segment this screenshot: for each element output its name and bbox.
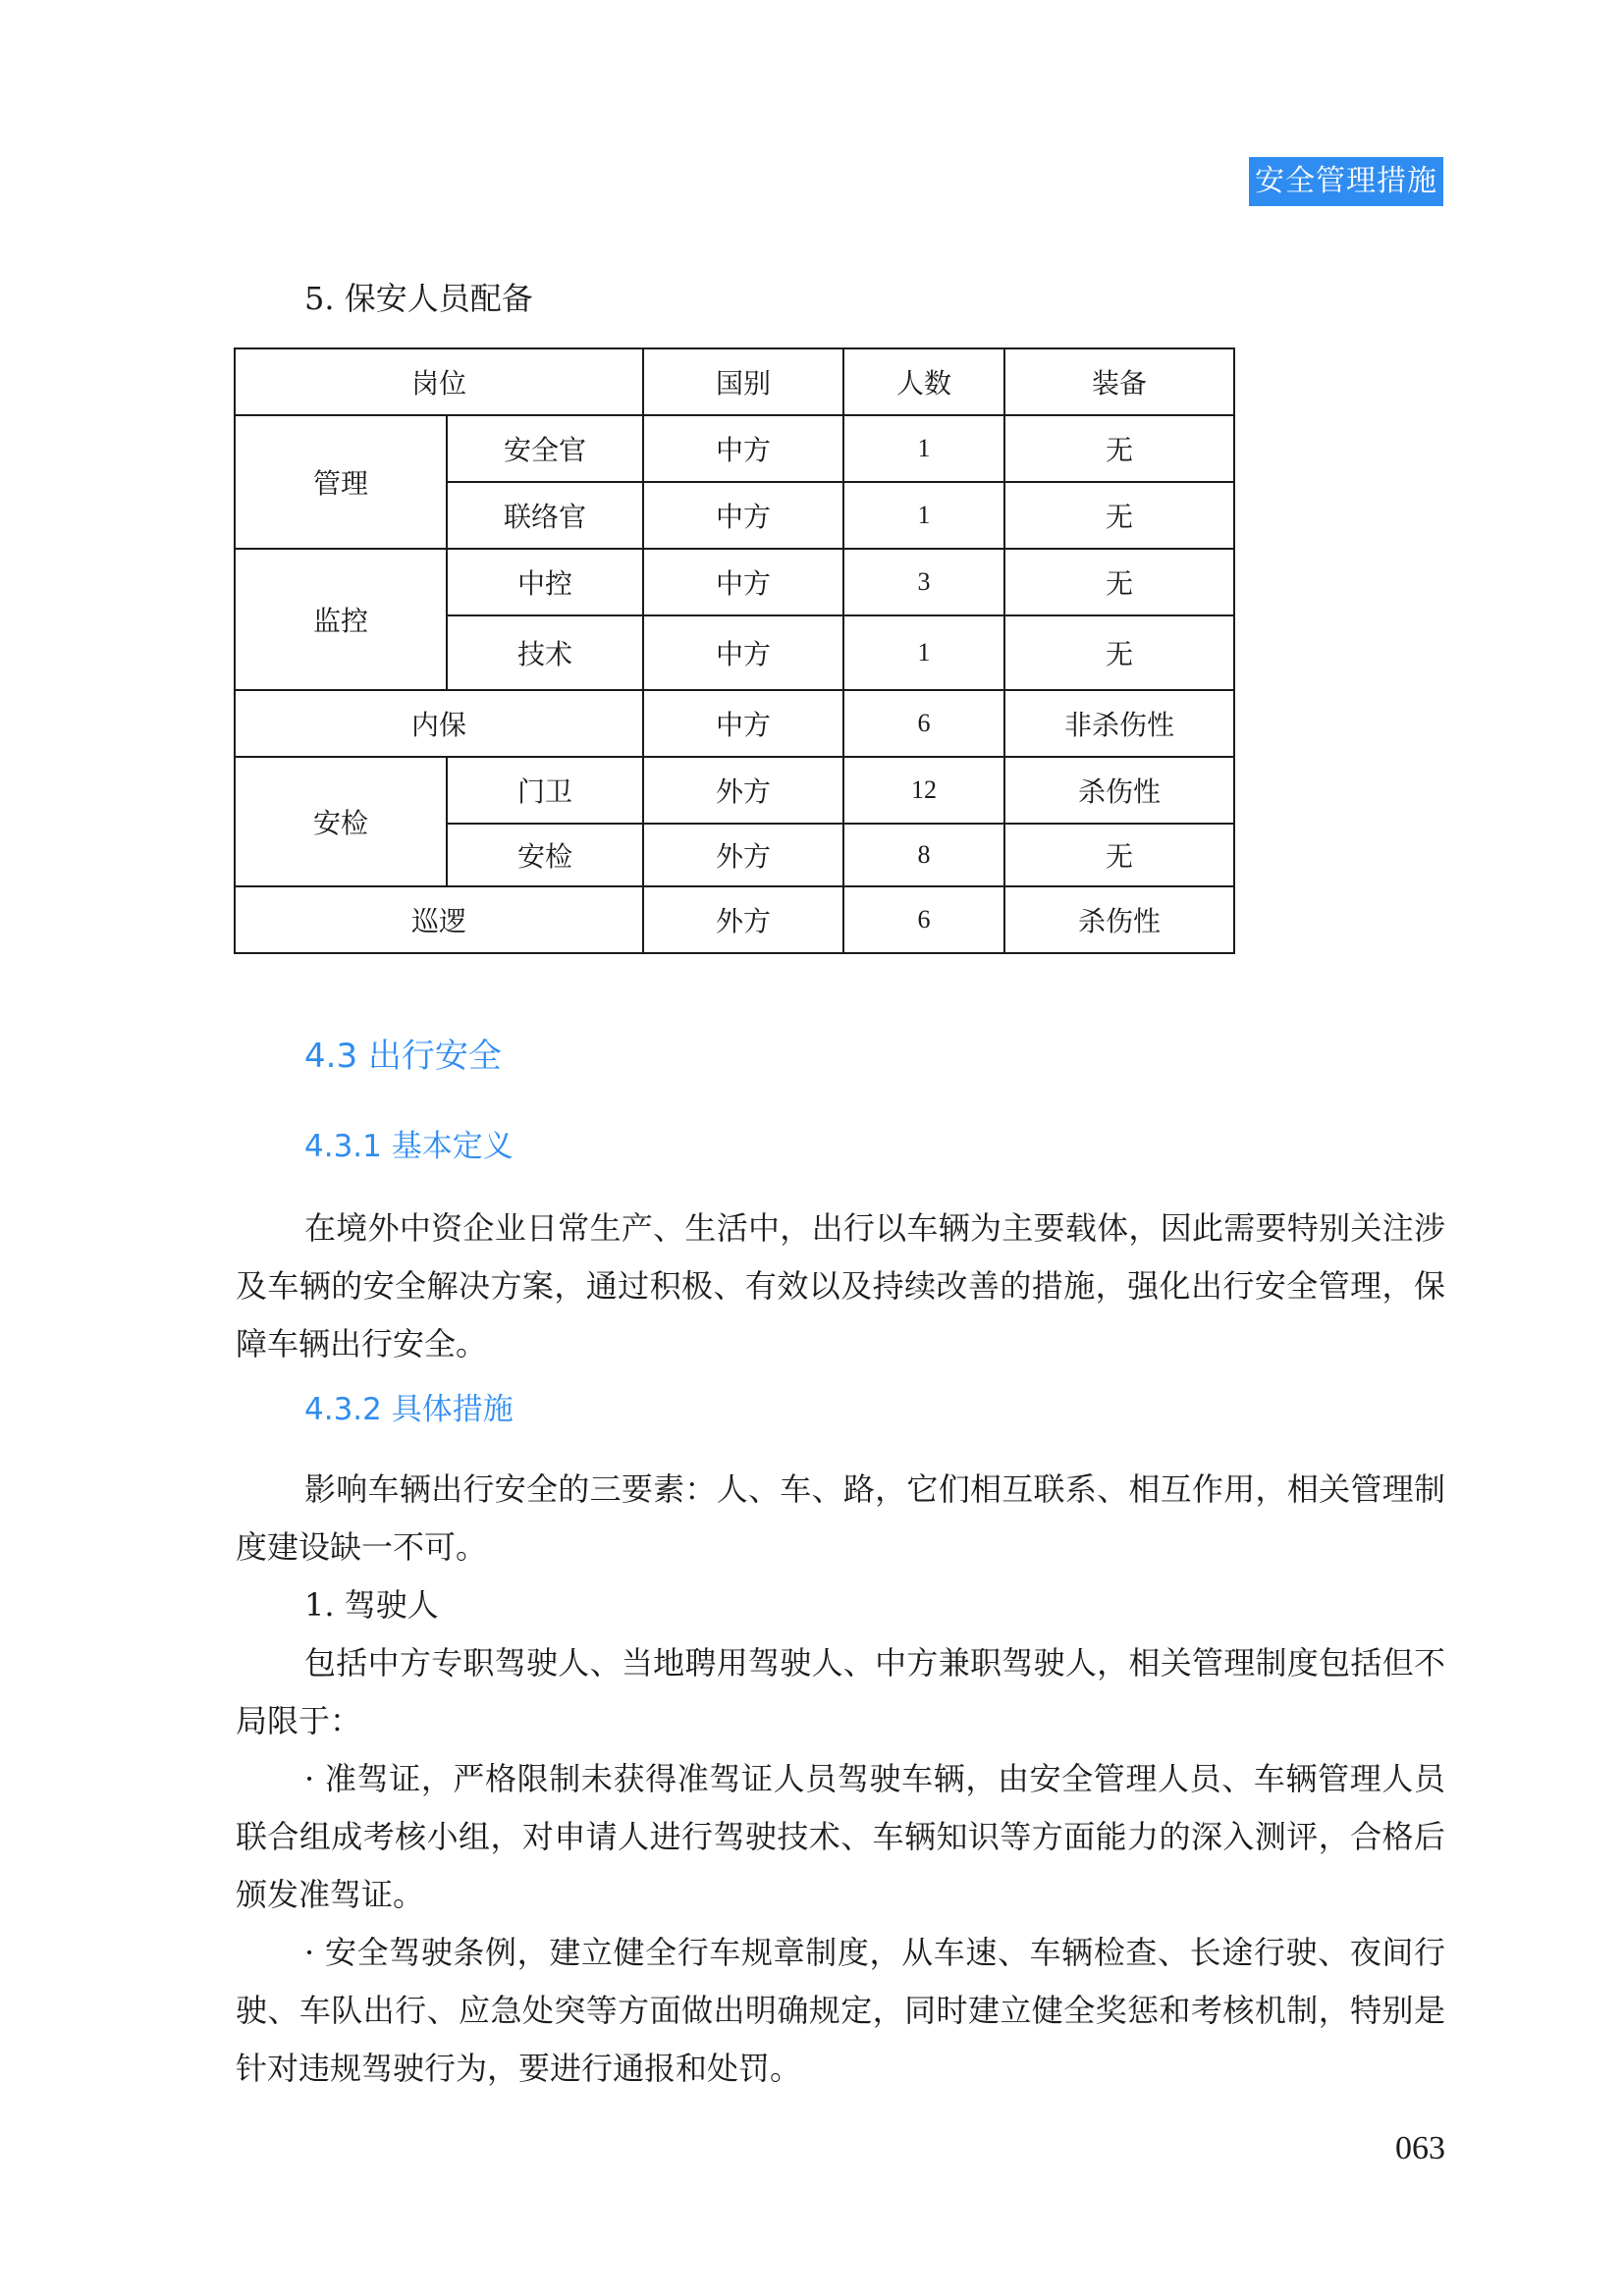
bullet-driving-permit: · 准驾证，严格限制未获得准驾证人员驾驶车辆，由安全管理人员、车辆管理人员联合组成考核小组，对申请人进行驾驶技术、车辆知识等方面能力的深入测评，合格后颁发准驾证。 bbox=[236, 1760, 1445, 1913]
cell-role: 中控 bbox=[447, 549, 643, 615]
security-staff-table bbox=[234, 347, 1235, 954]
cell-equipment: 无 bbox=[1004, 549, 1234, 615]
cell-count: 1 bbox=[843, 482, 1004, 549]
cell-equipment: 无 bbox=[1004, 482, 1234, 549]
bullet-safe-driving-rules: · 安全驾驶条例，建立健全行车规章制度，从车速、车辆检查、长途行驶、夜间行驶、车队出行、应急处突等方面做出明确规定，同时建立健全奖惩和考核机制，特别是针对违规驾驶行为，要进行通报和处罚。 bbox=[236, 1934, 1445, 2087]
cell-nationality: 外方 bbox=[643, 757, 843, 824]
group-management: 管理 bbox=[235, 415, 447, 549]
table-header-row bbox=[235, 348, 1234, 415]
cell-nationality: 中方 bbox=[643, 415, 843, 482]
paragraph-basic-definition: 在境外中资企业日常生产、生活中，出行以车辆为主要载体，因此需要特别关注涉及车辆的安全解决方案，通过积极、有效以及持续改善的措施，强化出行安全管理，保障车辆出行安全。 bbox=[236, 1209, 1445, 1362]
table-row bbox=[235, 690, 1234, 757]
table-row bbox=[235, 886, 1234, 953]
chapter-tag: 安全管理措施 bbox=[1249, 157, 1443, 206]
subsection-label: 5. 保安人员配备 bbox=[304, 280, 533, 317]
section-heading-4-3-2: 4.3.2 具体措施 bbox=[304, 1392, 514, 1427]
table-row bbox=[235, 415, 1234, 482]
cell-equipment: 无 bbox=[1004, 615, 1234, 690]
header-count: 人数 bbox=[843, 348, 1004, 415]
cell-count: 6 bbox=[843, 690, 1004, 757]
cell-count: 6 bbox=[843, 886, 1004, 953]
group-monitoring: 监控 bbox=[235, 549, 447, 690]
cell-equipment: 杀伤性 bbox=[1004, 757, 1234, 824]
header-equipment: 装备 bbox=[1004, 348, 1234, 415]
item-title-driver: 1. 驾驶人 bbox=[304, 1586, 439, 1624]
table-row bbox=[235, 549, 1234, 615]
cell-nationality: 中方 bbox=[643, 615, 843, 690]
page-number: 063 bbox=[1395, 2130, 1445, 2166]
cell-nationality: 中方 bbox=[643, 549, 843, 615]
cell-nationality: 中方 bbox=[643, 482, 843, 549]
header-position: 岗位 bbox=[235, 348, 643, 415]
group-security-check: 安检 bbox=[235, 757, 447, 886]
group-internal: 内保 bbox=[235, 690, 643, 757]
cell-equipment: 杀伤性 bbox=[1004, 886, 1234, 953]
cell-count: 1 bbox=[843, 615, 1004, 690]
cell-equipment: 无 bbox=[1004, 824, 1234, 886]
cell-role: 联络官 bbox=[447, 482, 643, 549]
cell-equipment: 非杀伤性 bbox=[1004, 690, 1234, 757]
cell-count: 3 bbox=[843, 549, 1004, 615]
section-heading-4-3: 4.3 出行安全 bbox=[304, 1037, 502, 1076]
group-patrol: 巡逻 bbox=[235, 886, 643, 953]
cell-role: 门卫 bbox=[447, 757, 643, 824]
paragraph-three-factors: 影响车辆出行安全的三要素：人、车、路，它们相互联系、相互作用，相关管理制度建设缺一不可。 bbox=[236, 1470, 1445, 1566]
paragraph-driver-scope: 包括中方专职驾驶人、当地聘用驾驶人、中方兼职驾驶人，相关管理制度包括但不局限于： bbox=[236, 1644, 1445, 1739]
table-row bbox=[235, 757, 1234, 824]
cell-count: 1 bbox=[843, 415, 1004, 482]
cell-role: 安全官 bbox=[447, 415, 643, 482]
cell-equipment: 无 bbox=[1004, 415, 1234, 482]
section-heading-4-3-1: 4.3.1 基本定义 bbox=[304, 1129, 514, 1164]
cell-role: 安检 bbox=[447, 824, 643, 886]
cell-count: 8 bbox=[843, 824, 1004, 886]
cell-count: 12 bbox=[843, 757, 1004, 824]
cell-nationality: 中方 bbox=[643, 690, 843, 757]
cell-nationality: 外方 bbox=[643, 886, 843, 953]
cell-role: 技术 bbox=[447, 615, 643, 690]
header-nationality: 国别 bbox=[643, 348, 843, 415]
cell-nationality: 外方 bbox=[643, 824, 843, 886]
